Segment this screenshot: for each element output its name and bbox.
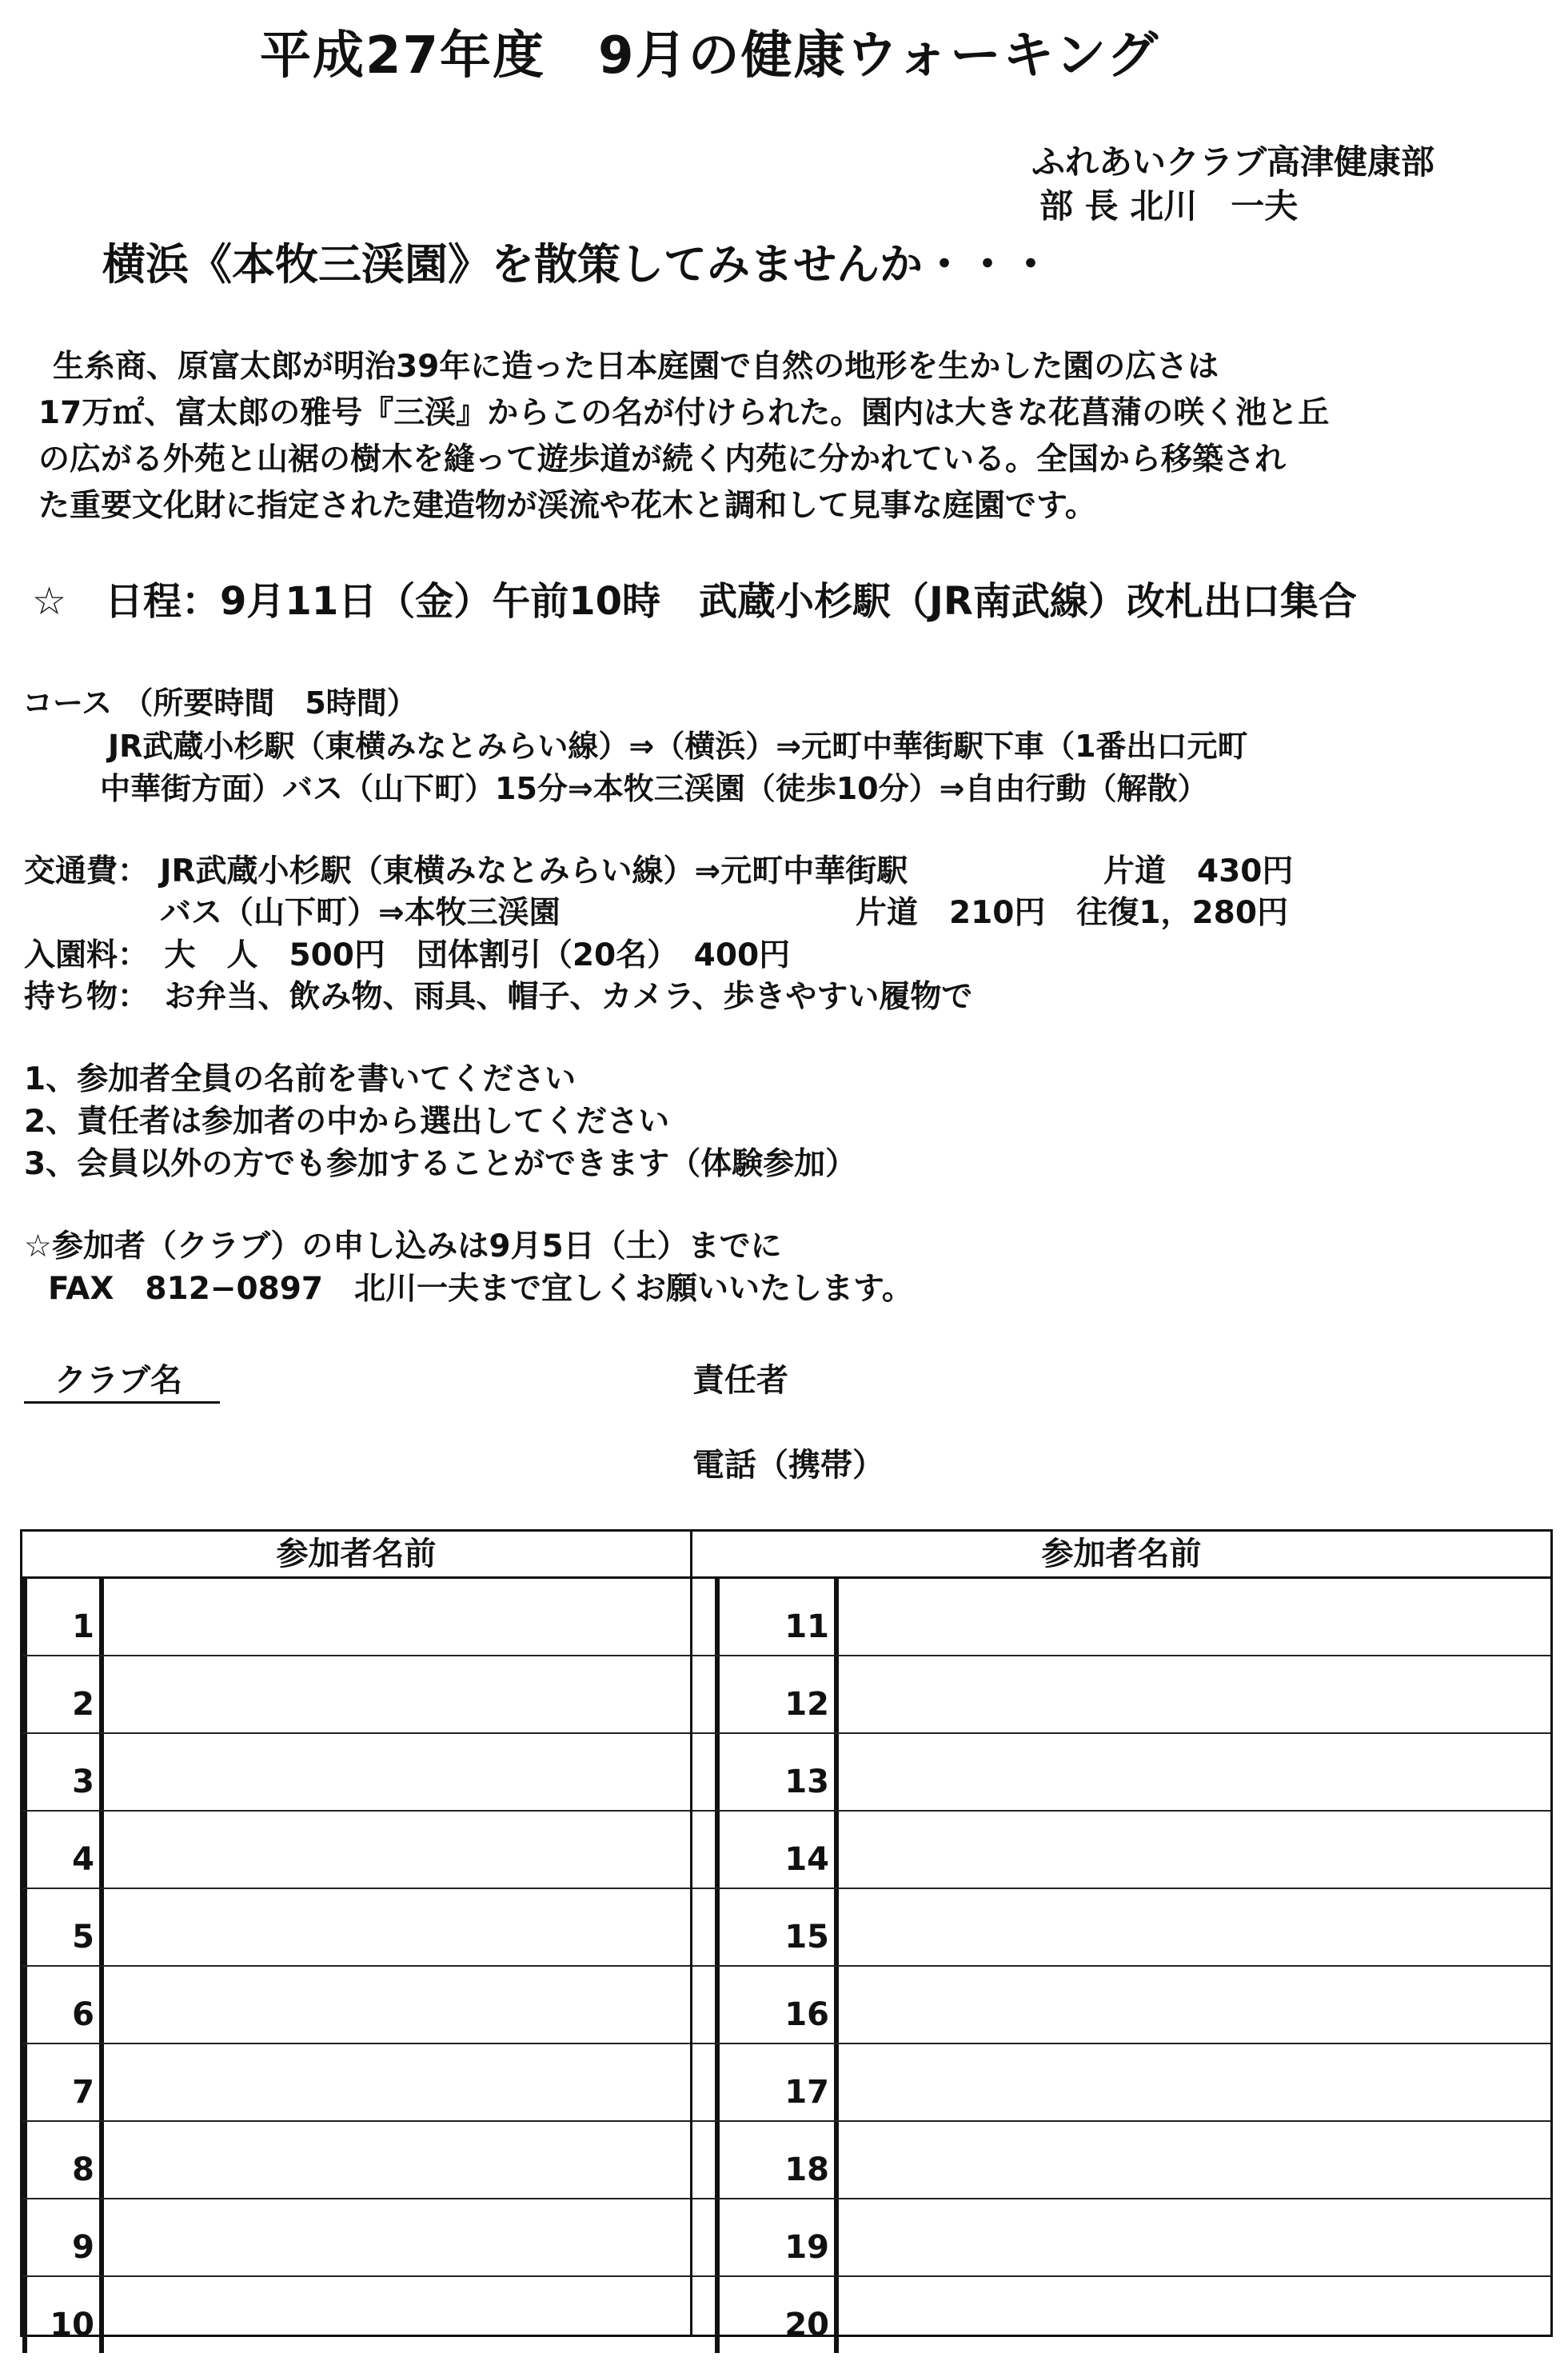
rows-left [22, 1579, 690, 2343]
club-name-label: クラブ名 [54, 1362, 182, 1399]
row-number: 18 [715, 2122, 839, 2198]
participant-name-field[interactable] [839, 2277, 1550, 2353]
table-row [22, 2122, 690, 2199]
course-label: コース （所要時間 5時間） [22, 685, 417, 721]
participant-name-field[interactable] [104, 2199, 690, 2275]
participant-name-field[interactable] [104, 1734, 690, 1810]
row-number: 11 [715, 1579, 839, 1655]
table-row [22, 2199, 690, 2277]
note-item: 2、責任者は参加者の中から選出してください [24, 1104, 670, 1140]
transport-route-2: バス（山下町）⇒本牧三渓園 [160, 895, 561, 931]
row-number: 1 [22, 1579, 104, 1655]
participant-name-field[interactable] [839, 1656, 1550, 1732]
row-number: 4 [22, 1812, 104, 1888]
row-number: 13 [715, 1734, 839, 1810]
participant-name-field[interactable] [839, 1889, 1550, 1965]
table-row [692, 2122, 1550, 2199]
application-deadline: ☆参加者（クラブ）の申し込みは9月5日（土）までに [24, 1228, 782, 1264]
participant-name-field[interactable] [839, 1734, 1550, 1810]
transport-price-1: 片道 430円 [1103, 853, 1294, 889]
note-item: 1、参加者全員の名前を書いてください [24, 1061, 577, 1097]
row-number: 3 [22, 1734, 104, 1810]
participant-name-field[interactable] [839, 2122, 1550, 2198]
row-number: 10 [22, 2277, 104, 2353]
belongings: 持ち物： お弁当、飲み物、雨具、帽子、カメラ、歩きやすい履物で [24, 979, 973, 1015]
participant-name-field[interactable] [104, 1889, 690, 1965]
table-row [22, 1812, 690, 1889]
organizer-club: ふれあいクラブ高津健康部 [1031, 142, 1435, 182]
row-number: 6 [22, 1967, 104, 2043]
intro-paragraph [38, 344, 1329, 529]
row-number: 8 [22, 2122, 104, 2198]
intro-line: 生糸商、原富太郎が明治39年に造った日本庭園で自然の地形を生かした園の広さは [53, 349, 1219, 385]
participant-table [20, 1529, 1553, 2343]
table-row [692, 2277, 1550, 2353]
participant-name-field[interactable] [839, 2044, 1550, 2120]
table-row [692, 1812, 1550, 1889]
transport-route-1: JR武蔵小杉駅（東横みなとみらい線）⇒元町中華街駅 [160, 853, 908, 889]
participant-name-field[interactable] [104, 2044, 690, 2120]
club-name-field[interactable] [24, 1401, 220, 1404]
participant-name-field[interactable] [839, 1812, 1550, 1888]
row-number: 20 [715, 2277, 839, 2353]
participant-name-field[interactable] [104, 1579, 690, 1655]
intro-line: の広がる外苑と山裾の樹木を縫って遊歩道が続く内苑に分かれている。全国から移築され [38, 441, 1287, 477]
application-fax: FAX 812−0897 北川一夫まで宜しくお願いいたします。 [48, 1271, 913, 1307]
participant-name-field[interactable] [839, 1967, 1550, 2043]
admission-fee: 入園料： 大 人 500円 団体割引（20名） 400円 [24, 937, 791, 973]
table-row [22, 1656, 690, 1734]
row-number: 9 [22, 2199, 104, 2275]
transport-label: 交通費： [24, 853, 150, 889]
organizer-chief: 部 長 北川 一夫 [1039, 186, 1299, 226]
participant-name-field[interactable] [104, 1656, 690, 1732]
row-number: 12 [715, 1656, 839, 1732]
table-row [22, 1734, 690, 1812]
transport-price-2: 片道 210円 往復1，280円 [856, 895, 1288, 931]
table-row [692, 1579, 1550, 1656]
subtitle: 横浜《本牧三渓園》を散策してみませんか・・・ [102, 239, 1052, 290]
row-number: 19 [715, 2199, 839, 2275]
participant-table-left [22, 1532, 692, 2343]
participant-name-field[interactable] [839, 2199, 1550, 2275]
table-row [692, 1656, 1550, 1734]
table-row [22, 1967, 690, 2044]
row-number: 5 [22, 1889, 104, 1965]
schedule: ☆ 日程：9月11日（金）午前10時 武蔵小杉駅（JR南武線）改札出口集合 [32, 579, 1357, 624]
table-row [692, 1734, 1550, 1812]
table-row [692, 1967, 1550, 2044]
participant-table-right [692, 1532, 1550, 2343]
page-title: 平成27年度 9月の健康ウォーキング [260, 26, 1160, 86]
row-number: 16 [715, 1967, 839, 2043]
note-item: 3、会員以外の方でも参加することができます（体験参加） [24, 1146, 857, 1182]
rows-right [692, 1579, 1550, 2343]
table-row [22, 2277, 690, 2353]
responsible-label: 責任者 [692, 1362, 788, 1399]
row-number: 14 [715, 1812, 839, 1888]
participant-name-field[interactable] [104, 1967, 690, 2043]
table-row [692, 2044, 1550, 2122]
table-row [692, 1889, 1550, 1967]
column-header: 参加者名前 [692, 1532, 1550, 1579]
row-number: 15 [715, 1889, 839, 1965]
participant-name-field[interactable] [104, 2122, 690, 2198]
participant-name-field[interactable] [104, 1812, 690, 1888]
course-line: JR武蔵小杉駅（東横みなとみらい線）⇒（横浜）⇒元町中華街駅下車（1番出口元町 [108, 729, 1248, 764]
table-row [22, 1579, 690, 1656]
table-row [22, 1889, 690, 1967]
table-row [692, 2199, 1550, 2277]
row-number: 2 [22, 1656, 104, 1732]
row-number: 17 [715, 2044, 839, 2120]
table-row [22, 2044, 690, 2122]
column-header: 参加者名前 [22, 1532, 690, 1579]
phone-label: 電話（携帯） [692, 1447, 884, 1484]
participant-name-field[interactable] [839, 1579, 1550, 1655]
row-number: 7 [22, 2044, 104, 2120]
intro-line: た重要文化財に指定された建造物が渓流や花木と調和して見事な庭園です。 [38, 488, 1096, 524]
participant-name-field[interactable] [104, 2277, 690, 2353]
intro-line: 17万㎡、富太郎の雅号『三渓』からこの名が付けられた。園内は大きな花菖蒲の咲く池と丘 [38, 395, 1330, 431]
course-line: 中華街方面）バス（山下町）15分⇒本牧三渓園（徒歩10分）⇒自由行動（解散） [100, 771, 1208, 806]
